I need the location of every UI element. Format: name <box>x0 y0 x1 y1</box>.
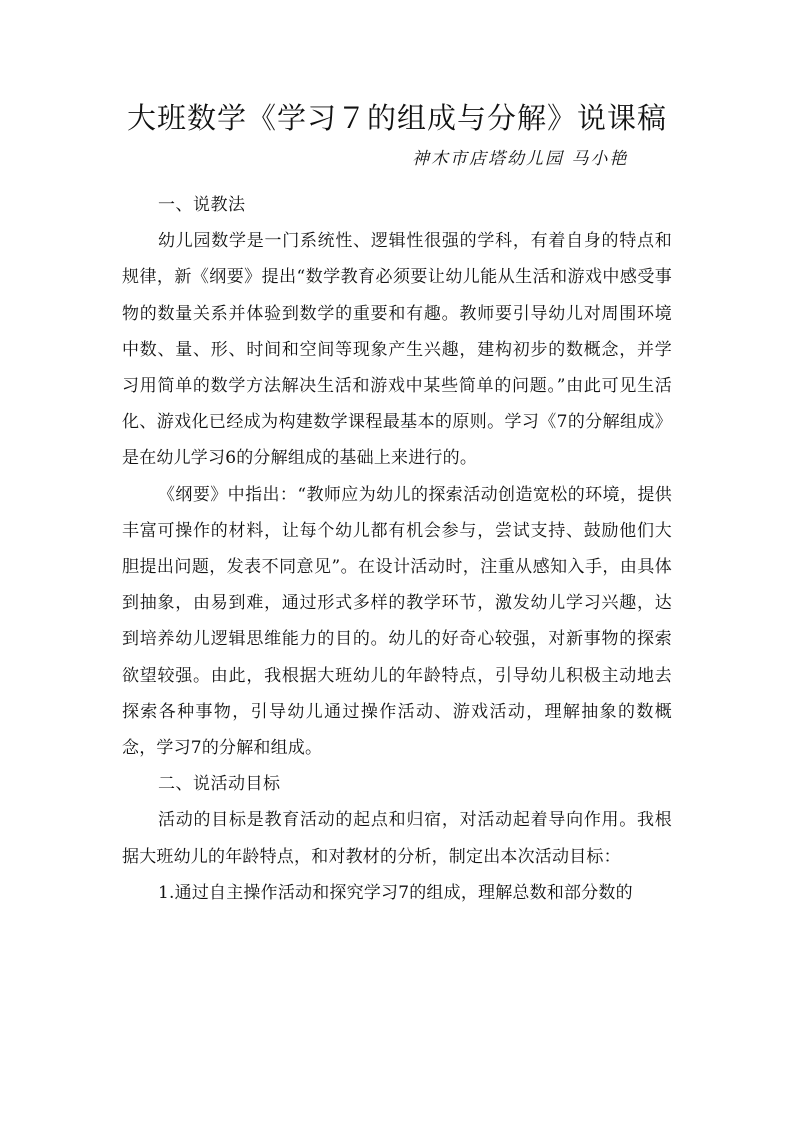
body-paragraph: 《纲要》中指出：“教师应为幼儿的探索活动创造宽松的环境，提供丰富可操作的材料，让每个幼儿都有机会参与，尝试支持、鼓励他们大胆提出问题，发表不同意见”。在设计活动时，注重从感知入手，由具体到抽象，由易到难，通过形式多样的教学环节，激发幼儿学习兴趣，达到培养幼儿逻辑思维能力的目的。幼儿的好奇心较强，对新事物的探索欲望较强。由此，我根据大班幼儿的年龄特点，引导幼儿积极主动地去探索各种事物，引导幼儿通过操作活动、游戏活动，理解抽象的数概念，学习7的分解和组成。 <box>122 484 672 759</box>
document-body <box>122 187 672 911</box>
body-paragraph: 活动的目标是教育活动的起点和归宿，对活动起着导向作用。我根据大班幼儿的年龄特点，和对教材的分析，制定出本次活动目标： <box>122 810 672 867</box>
document-title: 大班数学《学习７的组成与分解》说课稿 <box>126 101 667 135</box>
author-line: 神木市店塔幼儿园 马小艳 <box>412 149 629 169</box>
section-heading-activity-goals: 二、说活动目标 <box>158 774 281 795</box>
section-heading-teaching-method: 一、说教法 <box>158 195 246 215</box>
body-paragraph: 幼儿园数学是一门系统性、逻辑性很强的学科，有着自身的特点和规律，新《纲要》提出“数学教育必须要让幼儿能从生活和游戏中感受事物的数量关系并体验到数学的重要和有趣。教师要引导幼儿对周围环境中数、量、形、时间和空间等现象产生兴趣，建构初步的数概念，并学习用简单的数学方法解决生活和游戏中某些简单的问题。”由此可见生活化、游戏化已经成为构建数学课程最基本的原则。学习《7的分解组成》是在幼儿学习6的分解组成的基础上来进行的。 <box>122 231 672 469</box>
goal-item: 1.通过自主操作活动和探究学习7的组成，理解总数和部分数的 <box>158 882 633 903</box>
